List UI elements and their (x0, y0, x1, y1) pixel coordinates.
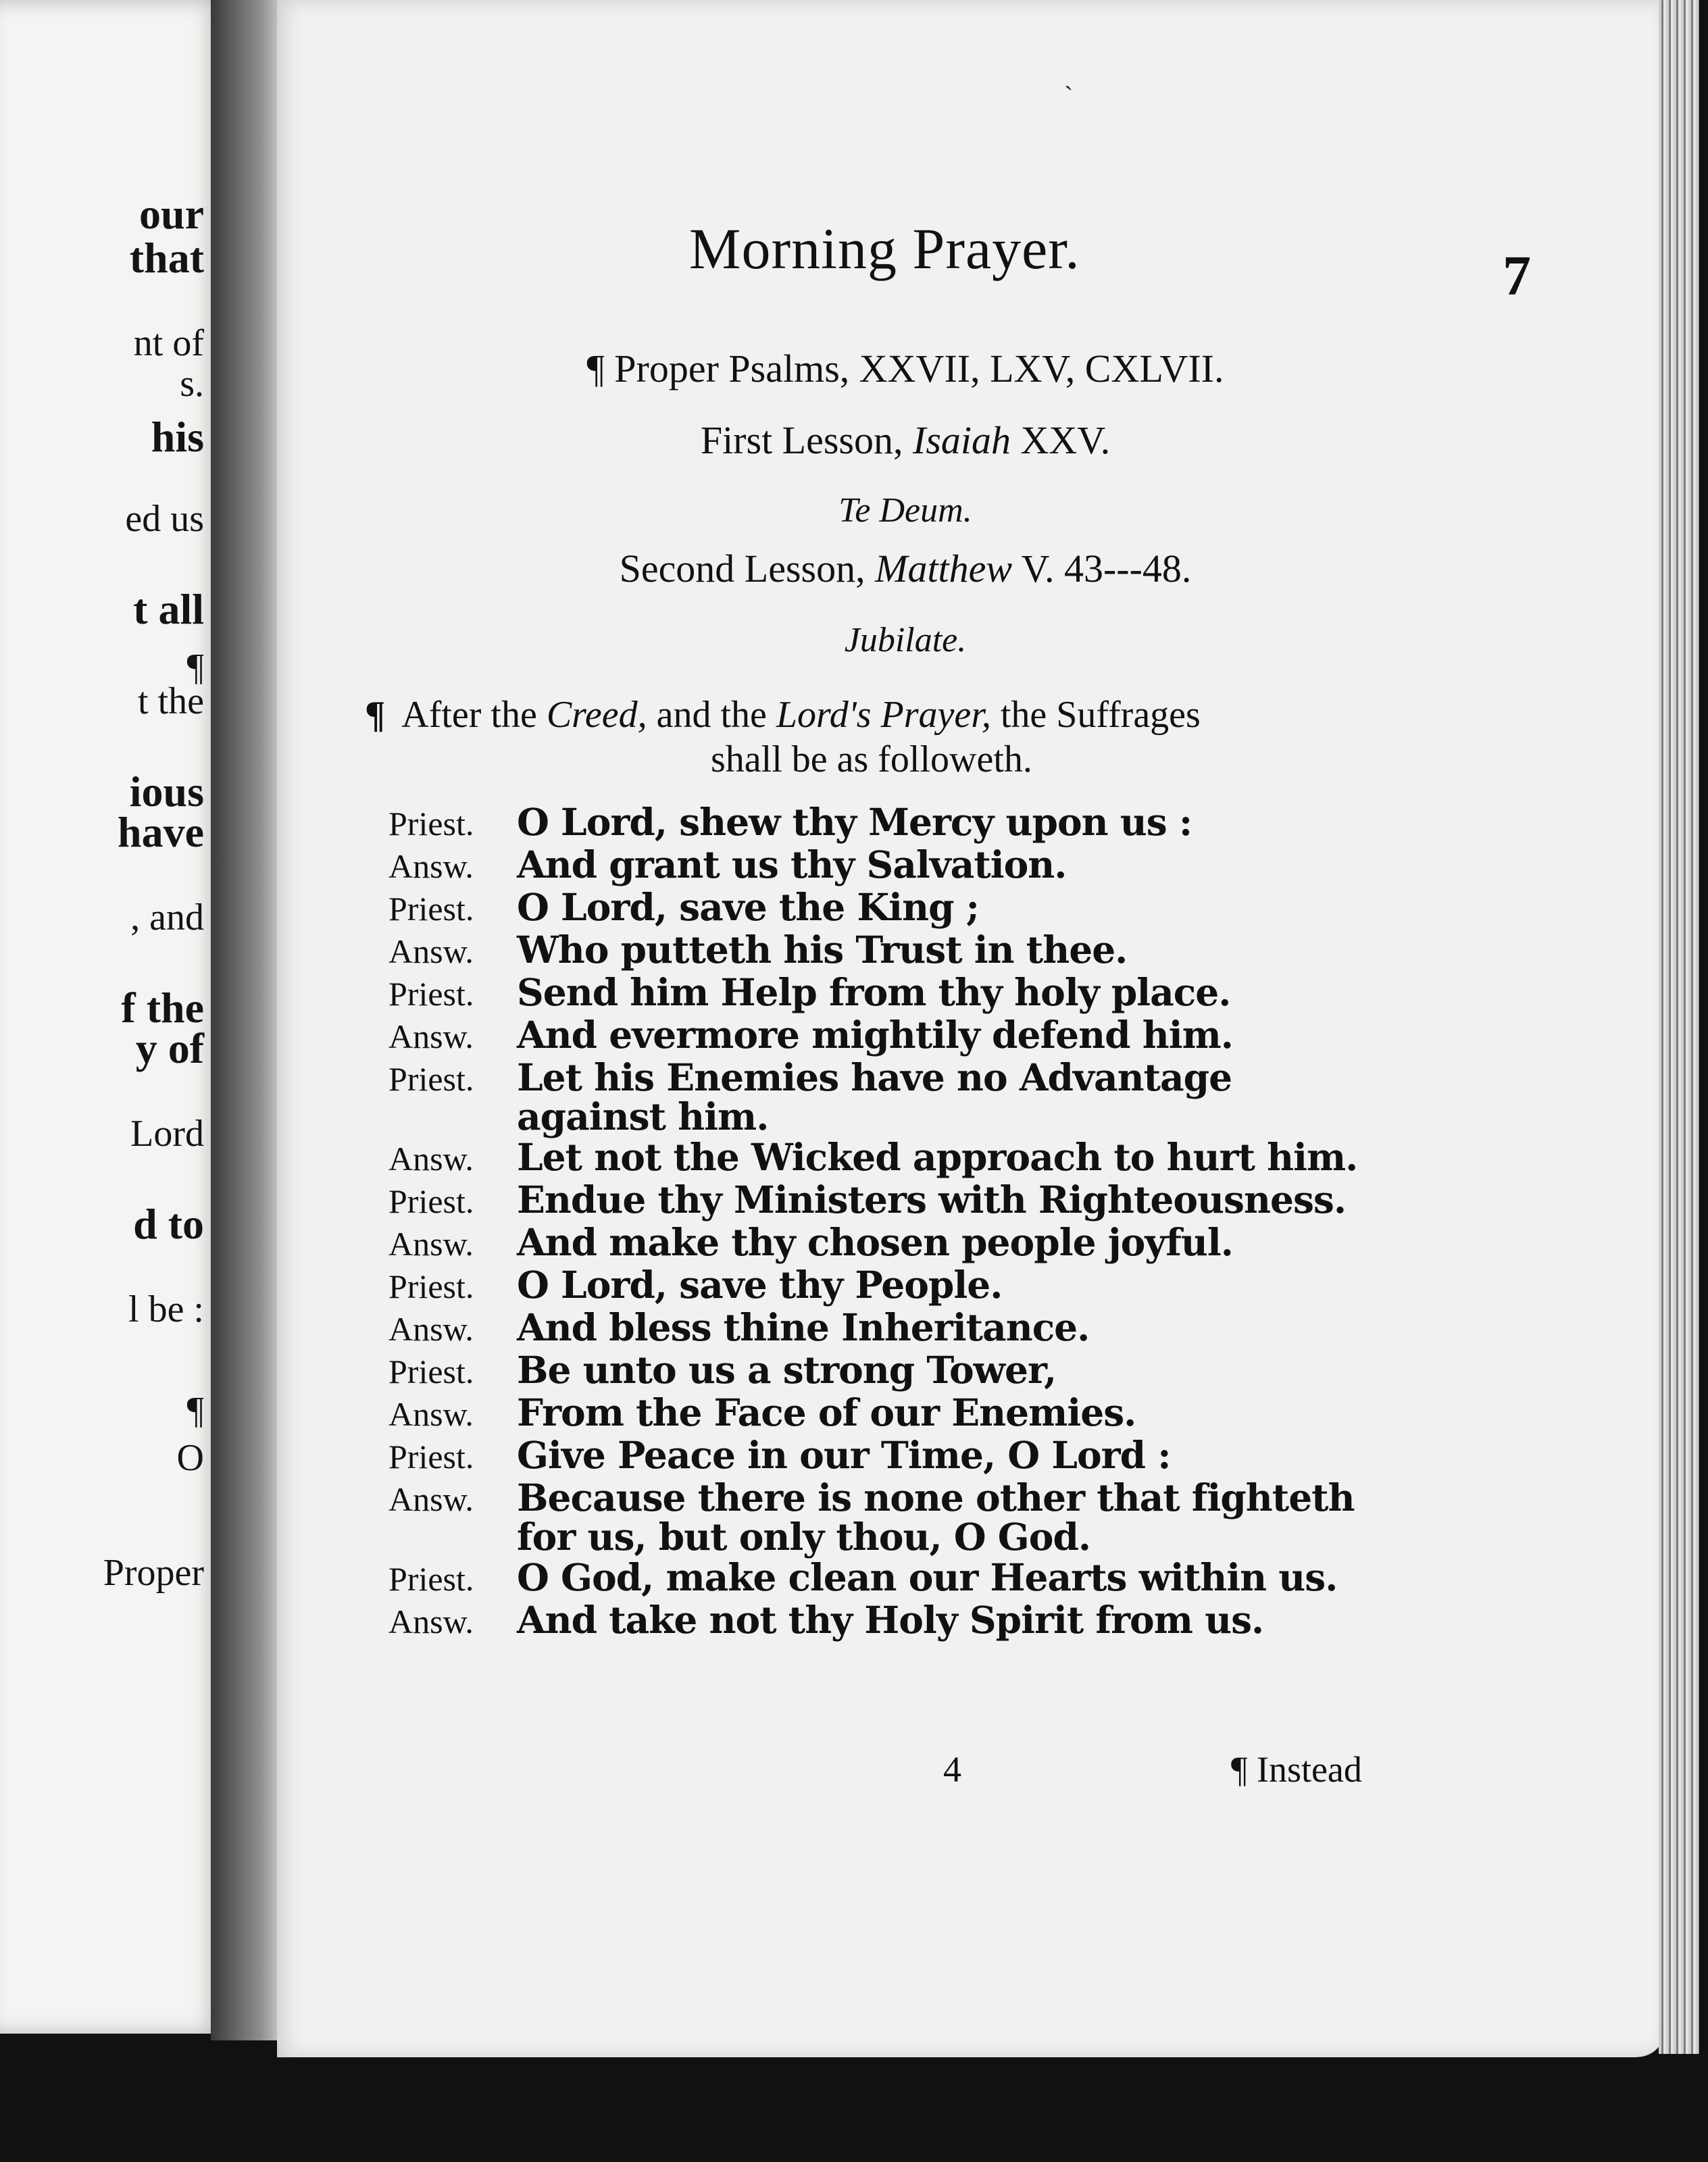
versicle-speaker: Priest. (388, 975, 474, 1013)
left-page-text-fragment: have (118, 808, 204, 856)
rubric-text: the Suffrages (1000, 694, 1201, 736)
first-lesson (378, 418, 1432, 463)
versicle-speaker: Priest. (388, 1560, 474, 1598)
versicle-row (388, 800, 1429, 845)
versicle-row (388, 1390, 1429, 1436)
versicle-row (388, 1305, 1429, 1351)
versicle-row (388, 845, 1429, 888)
versicle-speaker: Answ. (388, 847, 474, 885)
versicle-speaker: Priest. (388, 1438, 474, 1476)
versicle-speaker: Answ. (388, 1017, 474, 1055)
versicle-text: And bless thine Inheritance. (517, 1305, 1090, 1349)
page-number: 7 (1503, 245, 1531, 307)
pilcrow: ¶ (365, 694, 386, 736)
left-page-text-fragment: that (129, 234, 204, 282)
page-edge (1659, 0, 1699, 2054)
jubilate: Jubilate. (844, 621, 967, 659)
left-page-text-fragment: nt of (133, 322, 204, 364)
ink-mark: ˏ (1064, 60, 1074, 91)
left-page-text-fragment: d to (133, 1200, 204, 1248)
versicle-text: Who putteth his Trust in thee. (517, 928, 1128, 972)
versicle-text: And grant us thy Salvation. (517, 843, 1067, 886)
versicle-text: Because there is none other that fighteth for us, but only thou, O God. (517, 1476, 1355, 1559)
versicle-row (388, 1265, 1429, 1308)
versicle-speaker: Answ. (388, 1480, 474, 1518)
left-page-text-fragment: t all (133, 585, 204, 633)
book-gutter (211, 0, 281, 2040)
versicle-row (388, 885, 1429, 930)
versicle-speaker: Answ. (388, 1395, 474, 1433)
versicle-text: O Lord, save the King ; (517, 885, 979, 929)
versicle-speaker: Answ. (388, 1140, 474, 1178)
versicle-row (388, 1478, 1429, 1558)
versicle-text: Give Peace in our Time, O Lord : (517, 1433, 1171, 1477)
signature-mark: 4 (943, 1749, 961, 1790)
second-lesson-chapter: V. 43---48. (1021, 547, 1192, 590)
left-page-text-fragment: f the (121, 984, 204, 1032)
versicle-text: And make thy chosen people joyful. (517, 1220, 1233, 1264)
versicle-row (388, 1220, 1429, 1265)
versicle-text: From the Face of our Enemies. (517, 1390, 1136, 1434)
first-lesson-book: Isaiah (913, 418, 1011, 462)
versicle-speaker: Answ. (388, 1225, 474, 1263)
left-page-text-fragment: ¶ (186, 647, 204, 688)
suffrages-rubric (365, 693, 1426, 780)
te-deum: Te Deum. (838, 491, 972, 530)
running-head: Morning Prayer. (689, 216, 1080, 281)
first-lesson-label: First Lesson, (700, 418, 903, 462)
left-page-text-fragment: , and (130, 897, 204, 938)
versicle-text: And take not thy Holy Spirit from us. (517, 1598, 1264, 1642)
versicle-row (388, 1015, 1429, 1058)
proper-psalms: ¶ Proper Psalms, XXVII, LXV, CXLVII. (586, 347, 1224, 391)
versicle-row (388, 1433, 1429, 1478)
versicle-text: O Lord, shew thy Mercy upon us : (517, 800, 1192, 844)
left-page-text-fragment: y of (135, 1024, 204, 1072)
rubric-text: After the (401, 694, 537, 736)
versicle-speaker: Priest. (388, 1060, 474, 1098)
versicle-row (388, 1180, 1429, 1223)
left-page-text-fragment: Proper (103, 1552, 204, 1594)
versicle-speaker: Priest. (388, 1182, 474, 1220)
versicle-speaker: Priest. (388, 1353, 474, 1390)
versicle-row (388, 930, 1429, 973)
versicle-text: Send him Help from thy holy place. (517, 970, 1231, 1014)
left-page-text-fragment: O (176, 1437, 204, 1479)
rubric-line-2: shall be as followeth. (711, 738, 1032, 780)
rubric-creed: Creed, (546, 694, 647, 736)
versicle-row (388, 1598, 1429, 1643)
left-page-text-fragment: ed us (125, 498, 204, 540)
left-page-text-fragment: ious (129, 768, 204, 815)
left-page-text-fragment: our (139, 190, 204, 238)
suffrages-list (388, 800, 1429, 1643)
versicle-text: Be unto us a strong Tower, (517, 1348, 1057, 1392)
versicle-speaker: Answ. (388, 1603, 474, 1640)
versicle-text: Let his Enemies have no Advantage against him. (517, 1055, 1232, 1138)
versicle-speaker: Answ. (388, 932, 474, 970)
second-lesson-label: Second Lesson, (619, 547, 865, 590)
left-page-text-fragment: ¶ (186, 1390, 204, 1432)
second-lesson-book: Matthew (875, 547, 1013, 590)
left-page-fragment (0, 0, 223, 2034)
rubric-text: and the (656, 694, 767, 736)
first-lesson-chapter: XXV. (1020, 418, 1111, 462)
second-lesson (378, 546, 1432, 591)
left-page-text-fragment: t the (138, 680, 204, 722)
left-page-text-fragment: his (151, 413, 204, 461)
versicle-speaker: Priest. (388, 890, 474, 928)
versicle-row (388, 1348, 1429, 1393)
left-page-text-fragment: s. (180, 363, 204, 405)
left-page-text-fragment: l be : (128, 1288, 204, 1330)
versicle-text: Let not the Wicked approach to hurt him. (517, 1135, 1358, 1179)
left-page-text-fragment: Lord (130, 1113, 204, 1155)
versicle-row (388, 970, 1429, 1015)
versicle-speaker: Priest. (388, 1267, 474, 1305)
versicle-row (388, 1055, 1429, 1138)
catchword: ¶ Instead (1231, 1749, 1362, 1790)
versicle-speaker: Answ. (388, 1310, 474, 1348)
versicle-speaker: Priest. (388, 805, 474, 843)
rubric-lords-prayer: Lord's Prayer, (776, 694, 991, 736)
versicle-text: Endue thy Ministers with Righteousness. (517, 1178, 1347, 1222)
versicle-text: O God, make clean our Hearts within us. (517, 1555, 1338, 1599)
versicle-row (388, 1555, 1429, 1601)
versicle-text: And evermore mightily defend him. (517, 1013, 1233, 1057)
versicle-text: O Lord, save thy People. (517, 1263, 1003, 1307)
versicle-row (388, 1135, 1429, 1180)
